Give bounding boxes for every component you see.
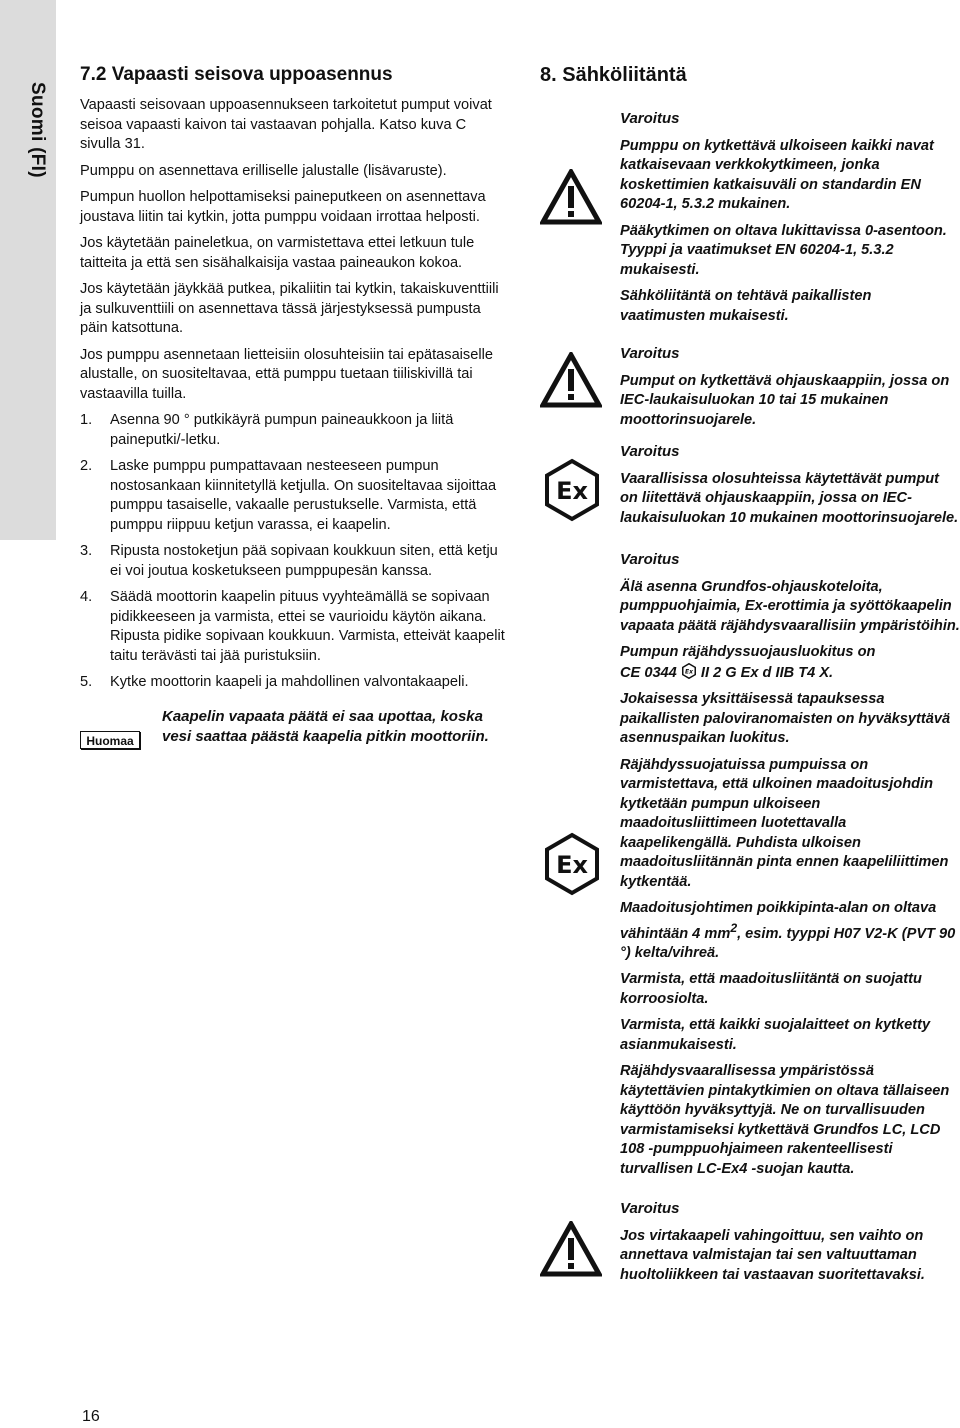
warning-label: Varoitus (620, 345, 680, 362)
warning-triangle-icon (540, 1221, 602, 1277)
paragraph: Pumpun huollon helpottamiseksi paineputkeen on asennettava joustava liitin tai kytkin, jotta pumppu voidaan irrottaa helposti. (80, 189, 486, 225)
warning-block (540, 442, 960, 528)
warning-triangle-icon (540, 169, 602, 225)
ex-classification-text (620, 643, 960, 683)
warning-label: Varoitus (620, 1200, 680, 1218)
step-text: Kytke moottorin kaapeli ja mahdollinen valvontakaapeli. (110, 674, 469, 690)
warning-text: Räjähdyssuojatuissa pumpuissa on varmistettava, että ulkoinen maadoitusjohdin kytketään pumpun ulkoiseen maadoitusliittimeen luotettavalla kaapelikengällä. Puhdista ulkoisen maadoitusliitännän pinta ennen kaapeliliittimen kytkentää. (620, 756, 949, 890)
step-item (80, 673, 510, 693)
step-item (80, 411, 510, 450)
step-number: 1. (80, 412, 93, 428)
step-text: Asenna 90 ° putkikäyrä pumpun paineaukkoon ja liitä paineputki/-letku. (110, 412, 454, 448)
warning-text: Älä asenna Grundfos-ohjauskoteloita, pumppuohjaimia, Ex-erottimia ja syöttökaapelin vapaata päätä räjähdysvaarallisiin ympäristöihin. (620, 578, 960, 634)
paragraph: Jos käytetään jäykkää putkea, pikaliitin tai kytkin, takaiskuventtiili ja sulkuventtiili on asennettava tässä järjestyksessä pumpusta päin katsottuna. (80, 281, 499, 336)
svg-text:Ex: Ex (556, 851, 588, 879)
warning-triangle-icon (540, 352, 602, 408)
superscript: 2 (730, 920, 738, 935)
cross-section-text (620, 899, 960, 963)
step-number: 4. (80, 589, 93, 605)
warning-text: Räjähdysvaarallisessa ympäristössä käytettävien pintakytkimien on oltava tällaiseen käyttöön hyväksyttyjä. Ne on turvallisuuden varmistamiseksi kytkettävä Grundfos LC, LCD 108 -pumppuohjaimeen rakenteellisesti turvallisen LC-Ex4 -suojan kautta. (620, 1063, 950, 1177)
warning-text: Varmista, että kaikki suojalaitteet on kytketty asianmukaisesti. (620, 1017, 931, 1053)
page-number: 16 (82, 1408, 100, 1425)
section-heading-7-2: 7.2 Vapaasti seisova uppoasennus (80, 64, 393, 85)
step-text: Säädä moottorin kaapelin pituus vyyhteämällä se sopivaan pidikkeeseen ja varmista, ettei se vaurioidu käytön aikana. Ripusta pidike sopivaan koukkuun. Varmista, etteivät kaapelit taitu terävästi tai jää puristuksiin. (110, 589, 505, 664)
warning-text: Jokaisessa yksittäisessä tapauksessa paikallisten paloviranomaisten on hyväksyttävä asennuspaikan luokitus. (620, 691, 951, 746)
ex-hexagon-icon (540, 458, 604, 522)
classification-line: Pumpun räjähdyssuojausluokitus on (620, 644, 876, 660)
warning-text: Pumppu on kytkettävä ulkoiseen kaikki navat katkaisevaan verkkokytkimeen, jonka koskettimien katkaisuväli on standardin EN 60204-1, 5.3.2 mukainen. (620, 137, 934, 212)
warning-text: Pääkytkimen on oltava lukittavissa 0-asentoon. Tyyppi ja vaatimukset EN 60204-1, 5.3.2 mukaisesti. (620, 222, 947, 278)
ex-hexagon-icon (540, 832, 604, 896)
warning-block (540, 1199, 960, 1285)
step-item (80, 588, 510, 666)
note-text: Kaapelin vapaata päätä ei saa upottaa, koska vesi saattaa päästä kaapelia pitkin moottoriin. (162, 707, 489, 745)
step-item (80, 542, 510, 581)
paragraph: Vapaasti seisovaan uppoasennukseen tarkoitetut pumput voivat seisoa vapaasti kaivon tai vastaavan pohjalla. Katso kuva C sivulla 31. (80, 97, 492, 152)
language-label: Suomi (FI) (27, 82, 48, 178)
warning-text: Vaarallisissa olosuhteissa käytettävät pumput on liitettävä ohjauskaappiin, jossa on IEC-laukaisuluokan 10 mukainen moottorinsuojarele. (620, 470, 959, 526)
step-number: 5. (80, 674, 93, 690)
svg-text:Ex: Ex (556, 477, 588, 505)
note-box (80, 707, 510, 777)
note-label: Huomaa (80, 731, 140, 749)
classification-line: II 2 G Ex d IIB T4 X. (696, 664, 834, 681)
cross-section-part: Maadoitusjohtimen poikkipinta-alan on oltava vähintään 4 mm (620, 900, 937, 942)
step-text: Ripusta nostoketjun pää sopivaan koukkuun siten, että ketju ei voi joutua kosketukseen pumppupesän kanssa. (110, 543, 498, 579)
paragraph: Jos pumppu asennetaan lietteisiin olosuhteisiin tai epätasaiselle alustalle, on suositeltavaa, että pumppu tuetaan tiiliskivillä tai vastaavilla tuilla. (80, 346, 493, 402)
warning-text: Pumput on kytkettävä ohjauskaappiin, jossa on IEC-laukaisuluokan 10 tai 15 mukainen moottorinsuojarele. (620, 372, 950, 428)
warning-label: Varoitus (620, 443, 680, 460)
step-text: Laske pumppu pumpattavaan nesteeseen pumpun nostosankaan kiinnitetyllä ketjulla. On suositeltavaa sijoittaa pumppu tasaiselle, vakaalle perustukselle. Varmista, että pumppu riippuu ketjun varassa, ei kaapelin. (110, 458, 497, 533)
classification-line: CE 0344 (620, 664, 681, 681)
warning-block (540, 550, 960, 1179)
step-number: 3. (80, 543, 93, 559)
right-column (540, 64, 960, 1292)
step-number: 2. (80, 458, 93, 474)
section-heading-8: 8. Sähköliitäntä (540, 64, 687, 86)
language-side-tab (0, 0, 56, 540)
paragraph: Pumppu on asennettava erilliselle jalustalle (lisävaruste). (80, 162, 447, 179)
warning-block (540, 109, 960, 326)
cross-section-part: , esim. tyyppi H07 V2-K (PVT 90 °) kelta/vihreä. (620, 925, 956, 961)
warning-text: Sähköliitäntä on tehtävä paikallisten vaatimusten mukaisesti. (620, 288, 872, 324)
svg-text:Ex: Ex (684, 667, 693, 675)
paragraph: Jos käytetään paineletkua, on varmistettava ettei letkuun tule taitteita ja että sen sisähalkaisija vastaa paineaukon kokoa. (80, 235, 475, 271)
left-column (80, 64, 510, 777)
warning-label: Varoitus (620, 551, 680, 568)
warning-label: Varoitus (620, 110, 680, 127)
warning-text: Jos virtakaapeli vahingoittuu, sen vaihto on annettava valmistajan tai sen valtuuttaman huoltoliikkeen tai vastaavan suoritettavaksi. (620, 1227, 925, 1283)
warning-text: Varmista, että maadoitusliitäntä on suojattu korroosiolta. (620, 971, 922, 1007)
ex-small-icon (681, 663, 697, 679)
warning-block (540, 344, 960, 430)
step-item (80, 457, 510, 535)
